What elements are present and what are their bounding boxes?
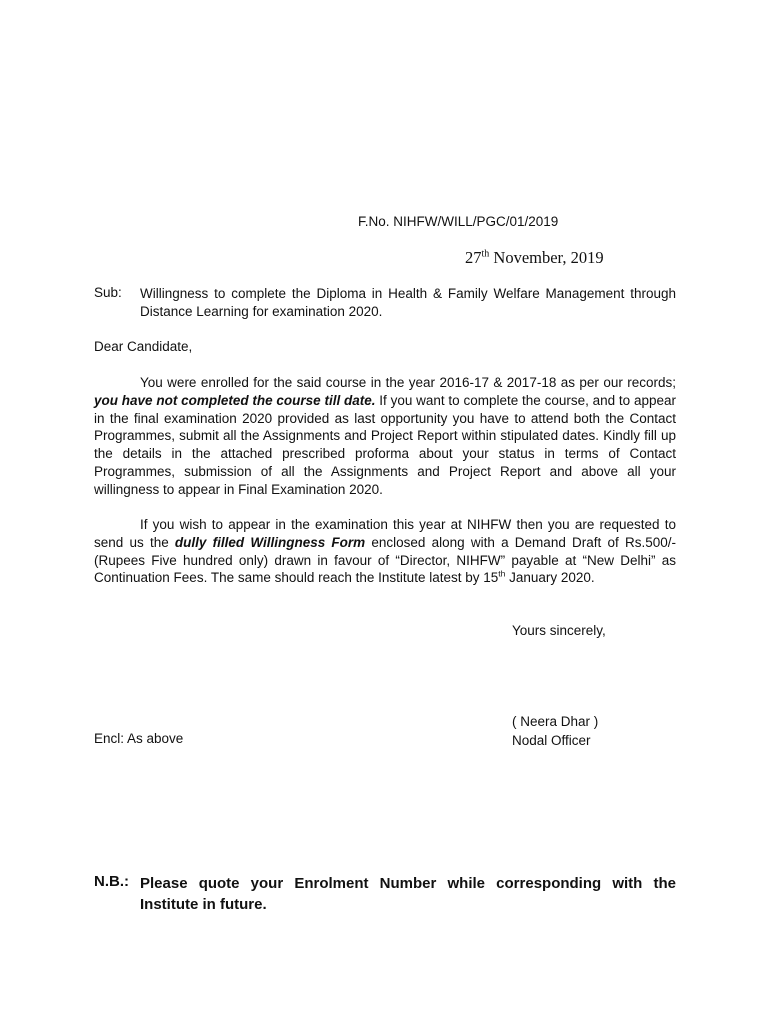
para2-text-start: If you wish to appear in the examination this year at NIHFW then you are requested to send us the — [94, 517, 676, 550]
salutation: Dear Candidate, — [94, 339, 193, 354]
para1-text-end: If you want to complete the course, and to appear in the final examination 2020 provided as last opportunity you have to attend both the Contact Programmes, submit all the Assignments and Project Report within stipulated dates. Kindly fill up the details in the attached prescribed proforma about your status in terms of Contact Programmes, submission of all the Assignments and Project Report and above all your willingness to appear in Final Examination 2020. — [94, 392, 676, 497]
file-number: F.No. NIHFW/WILL/PGC/01/2019 — [358, 214, 559, 229]
signature-block — [512, 712, 598, 750]
nb-label: N.B.: — [94, 873, 129, 890]
date-rest: November, 2019 — [489, 248, 604, 267]
para2-text-middle: enclosed along with a Demand Draft of Rs.500/-(Rupees Five hundred only) drawn in favour of “Director, NIHFW” payable at “New Delhi” as Continuation Fees. The same should reach the Institute latest by 15 — [94, 534, 676, 586]
signer-name: ( Neera Dhar ) — [512, 714, 599, 729]
subject-label: Sub: — [94, 285, 122, 300]
letter-date — [465, 248, 604, 268]
signer-title: Nodal Officer — [512, 733, 591, 748]
para2-superscript: th — [498, 568, 506, 579]
subject-text: Willingness to complete the Diploma in Health & Family Welfare Management through Distance Learning for examination 2020. — [140, 286, 676, 319]
nb-text: Please quote your Enrolment Number while corresponding with the Institute in future. — [140, 875, 676, 913]
para2-text-end: January 2020. — [505, 570, 595, 586]
body-paragraph-2 — [94, 516, 676, 587]
para1-text-start: You were enrolled for the said course in the year 2016-17 & 2017-18 as per our records; — [140, 375, 676, 390]
date-day: 27 — [465, 248, 482, 267]
date-suffix: th — [481, 248, 490, 260]
para2-emphasis: dully filled Willingness Form — [174, 534, 366, 550]
body-paragraph-1 — [94, 374, 676, 499]
para1-emphasis: you have not completed the course till date. — [94, 392, 376, 408]
closing: Yours sincerely, — [512, 623, 606, 638]
enclosure-note: Encl: As above — [94, 731, 184, 746]
